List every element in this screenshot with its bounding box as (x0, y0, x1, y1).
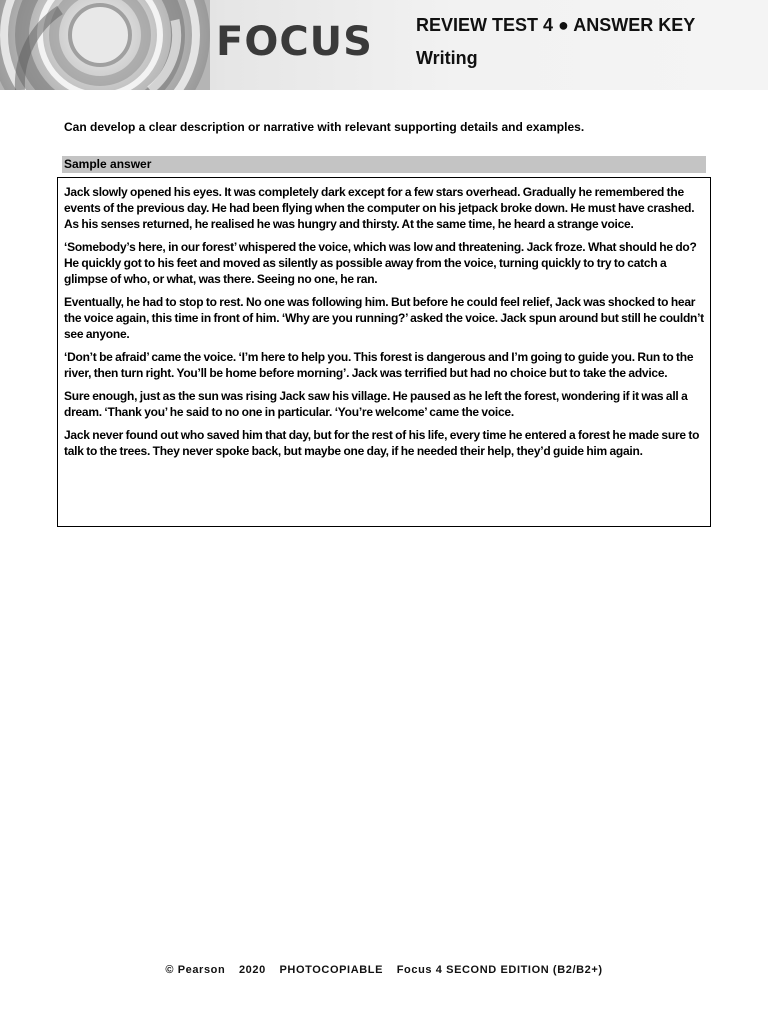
answer-paragraph-4: ‘Don’t be afraid’ came the voice. ‘I’m here to help you. This forest is dangerous and I’m going to guide you. Run to the river, then turn right. You’ll be home before morning’. Jack was terrified but had no choice but to take the advice. (64, 350, 694, 380)
answer-paragraph-6: Jack never found out who saved him that day, but for the rest of his life, every time he entered a forest he made sure to talk to the trees. They never spoke back, but maybe one day, if he needed their help, they’d guide him again. (64, 428, 700, 458)
footer-copyright: © Pearson (165, 964, 226, 976)
footer-photocopiable: PHOTOCOPIABLE (279, 964, 384, 976)
footer-year: 2020 (238, 964, 266, 976)
brand-logo-text: FOCUS (216, 19, 373, 65)
answer-paragraph-5: Sure enough, just as the sun was rising Jack saw his village. He paused as he left the forest, wondering if it was all a dream. ‘Thank you’ he said to no one in particular. ‘You’re welcome’ came the voice. (64, 389, 688, 419)
page-title: REVIEW TEST 4 ● ANSWER KEY (416, 15, 696, 35)
sample-answer-heading-bar (62, 156, 706, 173)
page-subtitle: Writing (416, 48, 478, 68)
sample-answer-box (57, 177, 711, 527)
page-footer (0, 964, 768, 976)
answer-paragraph-1: Jack slowly opened his eyes. It was completely dark except for a few stars overhead. Gradually he remembered the events of the previous day. He had been flying when the computer on his jetpack broke down. He must have crashed. As his senses returned, he realised he was hungry and thirsty. At the same time, he heard a strange voice. (64, 185, 695, 231)
answer-paragraph-3: Eventually, he had to stop to rest. No one was following him. But before he could feel relief, Jack was shocked to hear the voice again, this time in front of him. ‘Why are you running?’ asked the voice. Jack spun around but still he couldn’t see anyone. (64, 295, 704, 341)
assessment-descriptor: Can develop a clear description or narrative with relevant supporting details and examples. (64, 120, 585, 134)
focus-logo-graphic (0, 0, 210, 90)
answer-paragraph-2: ‘Somebody’s here, in our forest’ whispered the voice, which was low and threatening. Jack froze. What should he do? He quickly got to his feet and moved as silently as possible away from the voice, turning quickly to try to catch a glimpse of who, or what, was there. Seeing no one, he ran. (64, 240, 697, 286)
page-header (0, 0, 768, 90)
sample-answer-label: Sample answer (64, 157, 152, 171)
footer-edition: Focus 4 SECOND EDITION (B2/B2+) (396, 964, 603, 976)
